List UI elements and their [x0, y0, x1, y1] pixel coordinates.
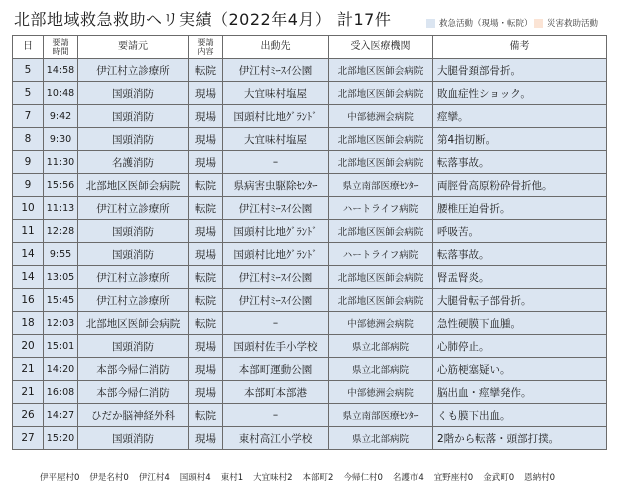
cell-day: 14: [13, 243, 44, 266]
cell-destination: –: [223, 404, 329, 427]
header-type-line2: 内容: [197, 47, 214, 56]
cell-time: 11:13: [44, 197, 78, 220]
header-row: [13, 36, 607, 59]
cell-requester: 国頭消防: [78, 335, 189, 358]
cell-type: 現場: [189, 82, 223, 105]
cell-type: 現場: [189, 381, 223, 404]
cell-hospital: 県立北部病院: [329, 335, 433, 358]
cell-requester: 伊江村立診療所: [78, 197, 189, 220]
table-row: [13, 289, 607, 312]
cell-requester: 名護消防: [78, 151, 189, 174]
header-time-line1: 要請: [52, 38, 69, 47]
cell-destination: 伊江村ﾐｰｽｲ公園: [223, 266, 329, 289]
cell-destination: –: [223, 151, 329, 174]
cell-type: 現場: [189, 358, 223, 381]
cell-destination: –: [223, 312, 329, 335]
cell-time: 15:56: [44, 174, 78, 197]
table-row: [13, 335, 607, 358]
table-row: [13, 197, 607, 220]
cell-requester: 伊江村立診療所: [78, 289, 189, 312]
cell-hospital: 北部地区医師会病院: [329, 128, 433, 151]
cell-hospital: 北部地区医師会病院: [329, 220, 433, 243]
header-destination: 出動先: [223, 36, 329, 59]
cell-notes: 腰椎圧迫骨折。: [433, 197, 607, 220]
municipality-count: 宜野座村0: [433, 473, 474, 483]
table-row: [13, 174, 607, 197]
cell-time: 12:03: [44, 312, 78, 335]
cell-destination: 県病害虫駆除ｾﾝﾀｰ: [223, 174, 329, 197]
cell-day: 5: [13, 82, 44, 105]
cell-type: 転院: [189, 197, 223, 220]
cell-time: 15:45: [44, 289, 78, 312]
cell-day: 8: [13, 128, 44, 151]
cell-time: 9:42: [44, 105, 78, 128]
cell-notes: 2階から転落・頭部打撲。: [433, 427, 607, 450]
cell-notes: 腎盂腎炎。: [433, 266, 607, 289]
legend-rescue-label: 救急活動（現場・転院）: [439, 19, 533, 29]
cell-time: 12:28: [44, 220, 78, 243]
cell-hospital: ハートライフ病院: [329, 197, 433, 220]
cell-requester: 国頭消防: [78, 220, 189, 243]
cell-hospital: 中部徳洲会病院: [329, 312, 433, 335]
cell-day: 20: [13, 335, 44, 358]
header-time-line2: 時間: [52, 47, 69, 56]
cell-destination: 東村高江小学校: [223, 427, 329, 450]
cell-requester: 国頭消防: [78, 82, 189, 105]
municipality-count: 国頭村4: [179, 473, 211, 483]
cell-type: 現場: [189, 151, 223, 174]
cell-requester: 本部今帰仁消防: [78, 358, 189, 381]
cell-notes: 転落事故。: [433, 151, 607, 174]
cell-destination: 大宜味村塩屋: [223, 82, 329, 105]
table-row: [13, 59, 607, 82]
cell-hospital: 北部地区医師会病院: [329, 59, 433, 82]
cell-requester: 伊江村立診療所: [78, 59, 189, 82]
municipality-count: 今帰仁村0: [343, 473, 383, 483]
cell-destination: 伊江村ﾐｰｽｲ公園: [223, 59, 329, 82]
table-row: [13, 82, 607, 105]
cell-time: 9:30: [44, 128, 78, 151]
cell-destination: 本部町運動公園: [223, 358, 329, 381]
cell-day: 26: [13, 404, 44, 427]
cell-notes: 急性硬膜下血腫。: [433, 312, 607, 335]
cell-notes: 痙攣。: [433, 105, 607, 128]
page-title: 北部地域救急救助ヘリ実績（2022年4月） 計17件: [14, 10, 392, 29]
legend-rescue-swatch: [426, 19, 435, 28]
legend-rescue: [426, 17, 533, 29]
cell-hospital: 中部徳洲会病院: [329, 381, 433, 404]
table-row: [13, 381, 607, 404]
header-day: 日: [13, 36, 44, 59]
cell-hospital: 北部地区医師会病院: [329, 266, 433, 289]
cell-time: 11:30: [44, 151, 78, 174]
cell-time: 15:20: [44, 427, 78, 450]
table-row: [13, 312, 607, 335]
cell-requester: 本部今帰仁消防: [78, 381, 189, 404]
cell-day: 5: [13, 59, 44, 82]
cell-time: 9:55: [44, 243, 78, 266]
cell-destination: 国頭村比地ｸﾞﾗﾝﾄﾞ: [223, 220, 329, 243]
header-hospital: 受入医療機関: [329, 36, 433, 59]
cell-requester: 国頭消防: [78, 427, 189, 450]
cell-day: 21: [13, 358, 44, 381]
cell-time: 14:27: [44, 404, 78, 427]
cell-type: 転院: [189, 289, 223, 312]
cell-destination: 国頭村比地ｸﾞﾗﾝﾄﾞ: [223, 105, 329, 128]
cell-type: 転院: [189, 404, 223, 427]
legend-disaster-swatch: [534, 19, 543, 28]
cell-destination: 本部町本部港: [223, 381, 329, 404]
table-row: [13, 266, 607, 289]
cell-type: 現場: [189, 128, 223, 151]
legend-disaster: [534, 17, 598, 29]
cell-notes: 大腿骨転子部骨折。: [433, 289, 607, 312]
cell-destination: 国頭村佐手小学校: [223, 335, 329, 358]
table-row: [13, 243, 607, 266]
cell-day: 18: [13, 312, 44, 335]
municipality-count: 恩納村0: [524, 473, 556, 483]
cell-notes: 呼吸苦。: [433, 220, 607, 243]
cell-day: 27: [13, 427, 44, 450]
cell-requester: ひだか脳神経外科: [78, 404, 189, 427]
header-requester: 要請元: [78, 36, 189, 59]
cell-time: 15:01: [44, 335, 78, 358]
cell-notes: 第4指切断。: [433, 128, 607, 151]
cell-hospital: 北部地区医師会病院: [329, 151, 433, 174]
cell-type: 転院: [189, 174, 223, 197]
cell-destination: 国頭村比地ｸﾞﾗﾝﾄﾞ: [223, 243, 329, 266]
header-type: [189, 36, 223, 59]
cell-requester: 国頭消防: [78, 105, 189, 128]
cell-day: 14: [13, 266, 44, 289]
cell-notes: 転落事故。: [433, 243, 607, 266]
cell-type: 現場: [189, 427, 223, 450]
municipality-counts: [40, 471, 555, 483]
cell-type: 転院: [189, 266, 223, 289]
cell-requester: 伊江村立診療所: [78, 266, 189, 289]
cell-hospital: 県立南部医療ｾﾝﾀｰ: [329, 174, 433, 197]
municipality-count: 伊是名村0: [89, 473, 129, 483]
municipality-count: 伊江村4: [138, 473, 170, 483]
table-row: [13, 358, 607, 381]
legend-disaster-label: 災害救助活動: [547, 19, 599, 29]
cell-hospital: 県立北部病院: [329, 427, 433, 450]
cell-time: 14:20: [44, 358, 78, 381]
cell-notes: 敗血症性ショック。: [433, 82, 607, 105]
cell-day: 9: [13, 174, 44, 197]
cell-requester: 国頭消防: [78, 243, 189, 266]
cell-day: 21: [13, 381, 44, 404]
header-type-line1: 要請: [197, 38, 214, 47]
cell-type: 現場: [189, 105, 223, 128]
cell-time: 16:08: [44, 381, 78, 404]
table-row: [13, 404, 607, 427]
cell-hospital: ハートライフ病院: [329, 243, 433, 266]
cell-notes: 心筋梗塞疑い。: [433, 358, 607, 381]
cell-type: 現場: [189, 243, 223, 266]
cell-notes: 大腿骨頚部骨折。: [433, 59, 607, 82]
cell-day: 10: [13, 197, 44, 220]
dispatch-table: [12, 35, 607, 450]
cell-time: 10:48: [44, 82, 78, 105]
header-time: [44, 36, 78, 59]
cell-destination: 伊江村ﾐｰｽｲ公園: [223, 289, 329, 312]
cell-time: 13:05: [44, 266, 78, 289]
cell-requester: 北部地区医師会病院: [78, 312, 189, 335]
cell-destination: 伊江村ﾐｰｽｲ公園: [223, 197, 329, 220]
municipality-count: 大宜味村2: [253, 473, 293, 483]
cell-notes: 心肺停止。: [433, 335, 607, 358]
cell-destination: 大宜味村塩屋: [223, 128, 329, 151]
cell-type: 転院: [189, 312, 223, 335]
cell-day: 11: [13, 220, 44, 243]
cell-requester: 北部地区医師会病院: [78, 174, 189, 197]
header-notes: 備考: [433, 36, 607, 59]
cell-notes: 脳出血・痙攣発作。: [433, 381, 607, 404]
cell-type: 現場: [189, 220, 223, 243]
table-row: [13, 427, 607, 450]
cell-type: 現場: [189, 335, 223, 358]
table-row: [13, 220, 607, 243]
municipality-count: 本部町2: [302, 473, 334, 483]
cell-day: 7: [13, 105, 44, 128]
cell-hospital: 県立北部病院: [329, 358, 433, 381]
municipality-count: 伊平屋村0: [40, 473, 80, 483]
cell-notes: 両脛骨高原粉砕骨折他。: [433, 174, 607, 197]
cell-notes: くも膜下出血。: [433, 404, 607, 427]
table-row: [13, 151, 607, 174]
cell-requester: 国頭消防: [78, 128, 189, 151]
cell-hospital: 北部地区医師会病院: [329, 82, 433, 105]
cell-hospital: 中部徳洲会病院: [329, 105, 433, 128]
table-row: [13, 128, 607, 151]
municipality-count: 名護市4: [392, 473, 424, 483]
cell-day: 16: [13, 289, 44, 312]
cell-hospital: 北部地区医師会病院: [329, 289, 433, 312]
table-row: [13, 105, 607, 128]
cell-type: 転院: [189, 59, 223, 82]
cell-day: 9: [13, 151, 44, 174]
cell-hospital: 県立南部医療ｾﾝﾀｰ: [329, 404, 433, 427]
municipality-count: 金武町0: [483, 473, 515, 483]
cell-time: 14:58: [44, 59, 78, 82]
municipality-count: 東村1: [220, 473, 244, 483]
